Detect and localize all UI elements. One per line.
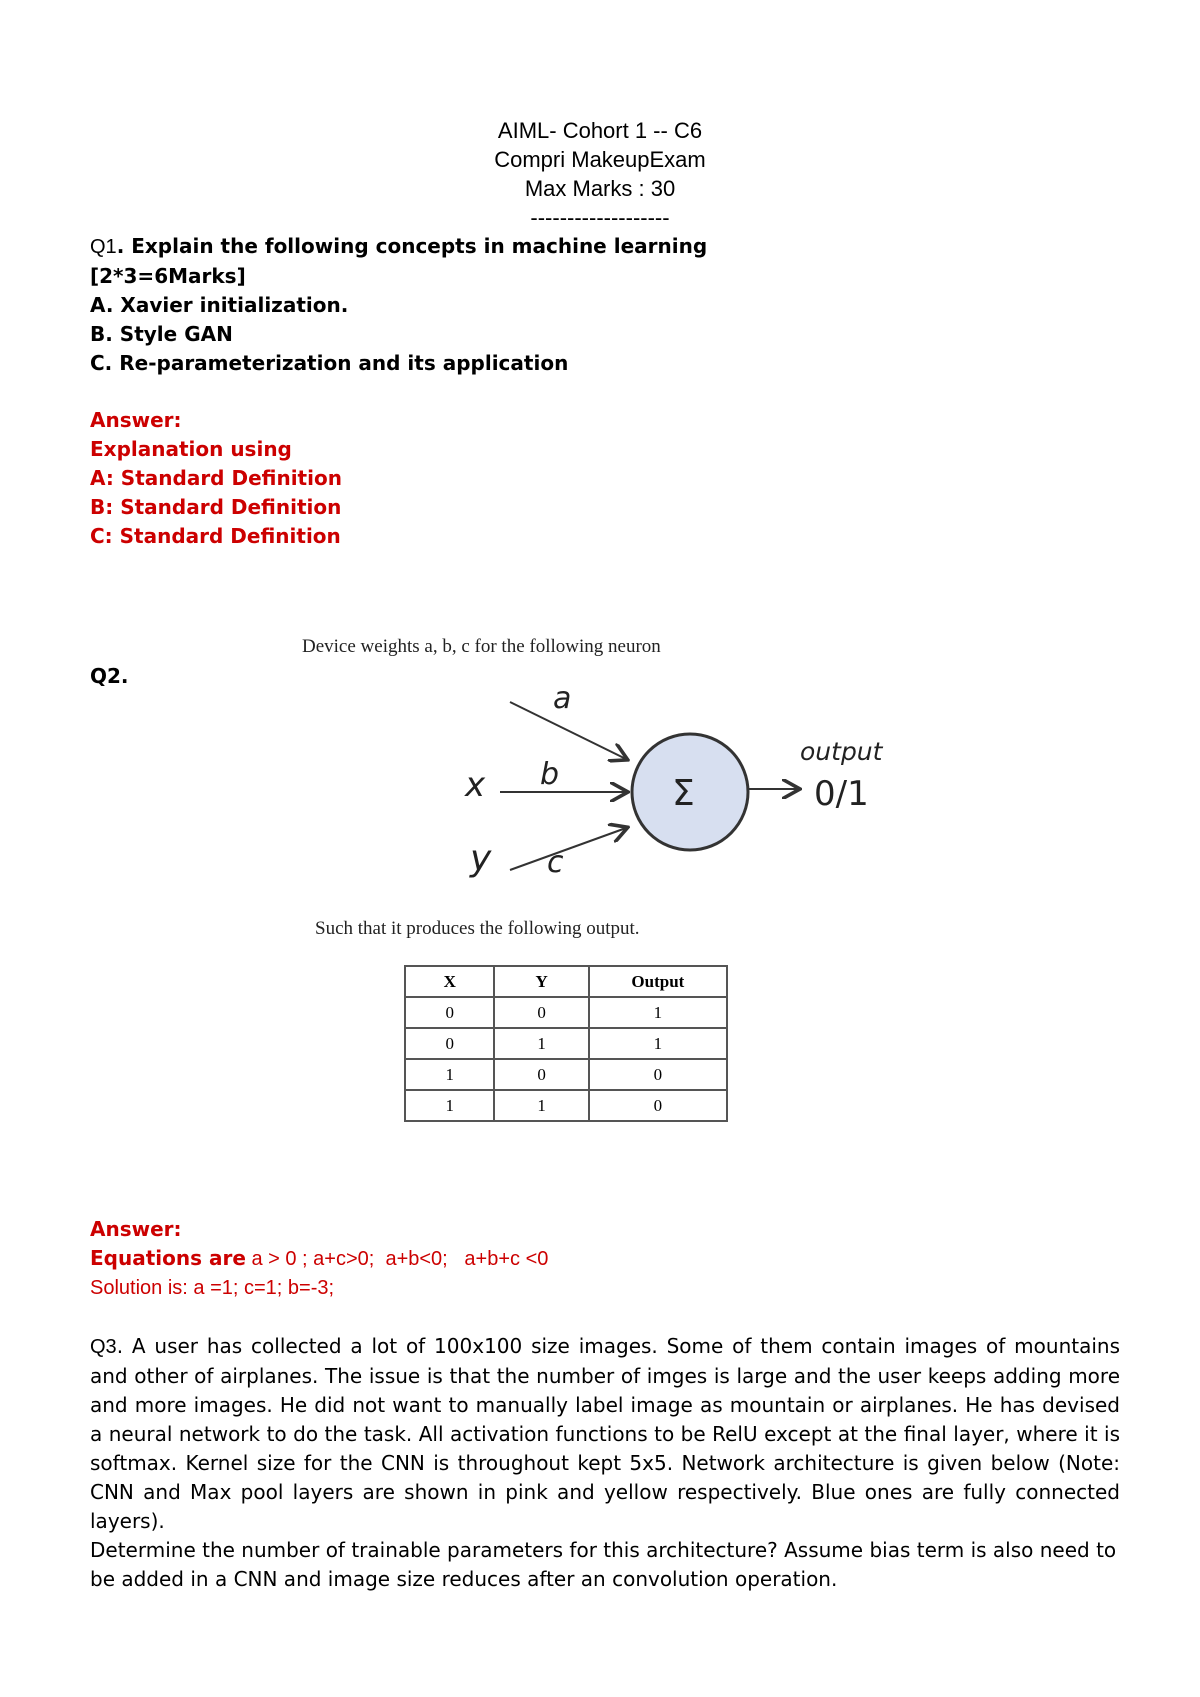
equations-text: a > 0 ; a+c>0; a+b<0; a+b+c <0 xyxy=(245,1248,549,1270)
q1-item-b: B. Style GAN xyxy=(90,322,233,346)
table-row xyxy=(405,1059,727,1090)
q3-prefix: Q3 xyxy=(90,1336,117,1358)
q1-answer-b: B: Standard Definition xyxy=(90,495,342,519)
header-rule: ------------------- xyxy=(530,205,670,230)
q1-marks: [2*3=6Marks] xyxy=(90,264,246,288)
table-cell: 1 xyxy=(494,1090,588,1121)
table-cell: 0 xyxy=(405,997,494,1028)
equations-label: Equations are xyxy=(90,1246,246,1270)
table-header-cell: Y xyxy=(494,966,588,997)
table-cell: 0 xyxy=(589,1090,727,1121)
q2-table-caption: Such that it produces the following output. xyxy=(315,918,640,939)
q3-question: Determine the number of trainable parameters for this architecture? Assume bias term is also need to be added in a CNN and image size reduces after an convolution operation. xyxy=(90,1538,1117,1591)
table-header-cell: X xyxy=(405,966,494,997)
q1-question xyxy=(90,232,1120,262)
table-cell: 0 xyxy=(494,1059,588,1090)
output-label: output xyxy=(800,737,883,766)
q1-answer-c: C: Standard Definition xyxy=(90,524,341,548)
q1-item-c: C. Re-parameterization and its application xyxy=(90,351,569,375)
table-row xyxy=(405,997,727,1028)
table-cell: 0 xyxy=(494,997,588,1028)
table-cell: 1 xyxy=(589,997,727,1028)
input-arrow-c xyxy=(510,828,626,870)
weight-b-label: b xyxy=(540,757,560,792)
table-cell: 1 xyxy=(589,1028,727,1059)
q2-answer-block xyxy=(90,1215,1120,1303)
course-title: AIML- Cohort 1 -- C6 xyxy=(497,118,703,143)
truth-table xyxy=(404,965,728,1122)
table-header-row xyxy=(405,966,727,997)
q1-block xyxy=(90,232,1120,378)
table-cell: 0 xyxy=(405,1028,494,1059)
q3-paragraph-text: . A user has collected a lot of 100x100 size images. Some of them contain images of mountains and other of airplanes. The issue is that the number of imges is large and the user keeps adding more and more images. He did not want to manually label image as mountain or airplanes. He has devised a neural network to do the task. All activation functions to be RelU except at the final layer, where it is softmax. Kernel size for the CNN is throughout kept 5x5. Network architecture is given below (Note: CNN and Max pool layers are shown in pink and yellow respectively. Blue ones are fully connected layers). xyxy=(90,1334,1120,1533)
q1-answer-intro: Explanation using xyxy=(90,437,292,461)
weight-c-label: c xyxy=(547,845,564,880)
q1-answer-label: Answer: xyxy=(90,408,182,432)
weight-a-label: a xyxy=(553,681,572,716)
q1-question-text: . Explain the following concepts in machine learning xyxy=(116,234,708,258)
output-value: 0/1 xyxy=(814,774,869,814)
table-cell: 1 xyxy=(494,1028,588,1059)
q2-label: Q2. xyxy=(90,664,129,688)
table-row xyxy=(405,1028,727,1059)
q1-answer-a: A: Standard Definition xyxy=(90,466,342,490)
q1-prefix: Q1 xyxy=(90,236,117,258)
table-cell: 0 xyxy=(589,1059,727,1090)
q2-figure-caption: Device weights a, b, c for the following neuron xyxy=(302,636,661,657)
q1-item-a: A. Xavier initialization. xyxy=(90,293,349,317)
neuron-diagram xyxy=(450,680,920,890)
q1-answer-block xyxy=(90,406,1120,551)
q2-answer-label: Answer: xyxy=(90,1217,182,1241)
exam-name: Compri MakeupExam xyxy=(494,147,706,172)
table-header-cell: Output xyxy=(589,966,727,997)
table-cell: 1 xyxy=(405,1059,494,1090)
q2-solution: Solution is: a =1; c=1; b=-3; xyxy=(90,1277,335,1299)
table-cell: 1 xyxy=(405,1090,494,1121)
table-row xyxy=(405,1090,727,1121)
exam-header xyxy=(0,116,1200,232)
max-marks: Max Marks : 30 xyxy=(524,176,676,201)
q2-equations xyxy=(90,1244,1120,1274)
q3-paragraph xyxy=(90,1332,1120,1536)
q3-block xyxy=(90,1332,1120,1594)
input-y-label: y xyxy=(470,838,492,879)
sigma-symbol: Σ xyxy=(672,773,695,814)
input-x-label: x xyxy=(465,765,486,805)
